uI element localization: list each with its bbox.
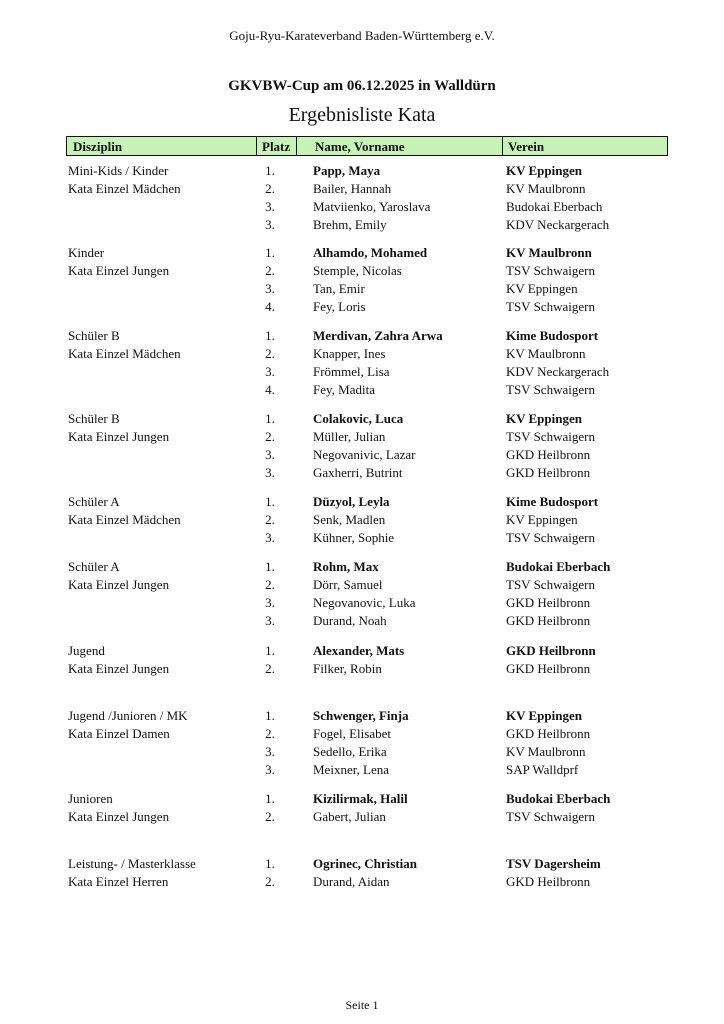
athlete-name: Gaxherri, Butrint <box>313 465 403 480</box>
placement: 1. <box>265 643 275 658</box>
club-name: GKD Heilbronn <box>506 661 591 676</box>
result-row <box>0 217 724 235</box>
athlete-name: Rohm, Max <box>313 559 379 574</box>
column-header-platz: Platz <box>262 139 291 154</box>
discipline-name: Kata Einzel Jungen <box>68 809 170 824</box>
result-row <box>0 595 724 613</box>
placement: 3. <box>265 595 275 610</box>
athlete-name: Gabert, Julian <box>313 809 386 824</box>
category-name: Schüler A <box>68 494 120 509</box>
table-header <box>66 136 668 156</box>
category-name: Schüler B <box>68 328 120 343</box>
athlete-name: Colakovic, Luca <box>313 411 404 426</box>
athlete-name: Fey, Loris <box>313 299 366 314</box>
placement: 2. <box>265 809 275 824</box>
athlete-name: Negovanivic, Lazar <box>313 447 416 462</box>
result-group <box>0 328 724 400</box>
athlete-name: Alexander, Mats <box>313 643 405 658</box>
result-group <box>0 791 724 827</box>
result-row <box>0 281 724 299</box>
category-name: Jugend /Junioren / MK <box>68 708 188 723</box>
category-name: Schüler B <box>68 411 120 426</box>
club-name: TSV Schwaigern <box>506 530 595 545</box>
category-name: Schüler A <box>68 559 120 574</box>
club-name: Kime Budosport <box>506 494 599 509</box>
result-row <box>0 559 724 577</box>
placement: 1. <box>265 791 275 806</box>
athlete-name: Müller, Julian <box>313 429 386 444</box>
category-name: Junioren <box>68 791 113 806</box>
club-name: KDV Neckargerach <box>506 364 610 379</box>
club-name: GKD Heilbronn <box>506 595 591 610</box>
placement: 3. <box>265 217 275 232</box>
club-name: GKD Heilbronn <box>506 465 591 480</box>
placement: 1. <box>265 411 275 426</box>
discipline-name: Kata Einzel Mädchen <box>68 512 181 527</box>
athlete-name: Kizilirmak, Halil <box>313 791 408 806</box>
placement: 1. <box>265 245 275 260</box>
column-divider <box>256 137 257 155</box>
result-row <box>0 245 724 263</box>
placement: 1. <box>265 856 275 871</box>
placement: 3. <box>265 465 275 480</box>
placement: 3. <box>265 530 275 545</box>
result-row <box>0 661 724 679</box>
result-row <box>0 411 724 429</box>
placement: 3. <box>265 364 275 379</box>
result-row <box>0 263 724 281</box>
result-row <box>0 163 724 181</box>
club-name: TSV Schwaigern <box>506 809 595 824</box>
discipline-name: Kata Einzel Mädchen <box>68 181 181 196</box>
result-row <box>0 874 724 892</box>
discipline-name: Kata Einzel Herren <box>68 874 169 889</box>
club-name: GKD Heilbronn <box>506 643 596 658</box>
category-name: Leistung- / Masterklasse <box>68 856 196 871</box>
club-name: KV Eppingen <box>506 708 582 723</box>
discipline-name: Kata Einzel Jungen <box>68 263 170 278</box>
athlete-name: Brehm, Emily <box>313 217 387 232</box>
result-group <box>0 856 724 892</box>
result-row <box>0 762 724 780</box>
column-header-disziplin: Disziplin <box>73 139 123 154</box>
club-name: KDV Neckargerach <box>506 217 610 232</box>
athlete-name: Senk, Madlen <box>313 512 386 527</box>
placement: 2. <box>265 874 275 889</box>
result-row <box>0 382 724 400</box>
result-row <box>0 494 724 512</box>
club-name: KV Maulbronn <box>506 245 592 260</box>
result-row <box>0 429 724 447</box>
placement: 3. <box>265 447 275 462</box>
result-row <box>0 708 724 726</box>
result-group <box>0 245 724 317</box>
placement: 3. <box>265 199 275 214</box>
club-name: GKD Heilbronn <box>506 874 591 889</box>
placement: 2. <box>265 346 275 361</box>
placement: 2. <box>265 429 275 444</box>
athlete-name: Bailer, Hannah <box>313 181 392 196</box>
result-row <box>0 364 724 382</box>
result-group <box>0 708 724 780</box>
result-row <box>0 613 724 631</box>
placement: 3. <box>265 762 275 777</box>
athlete-name: Düzyol, Leyla <box>313 494 390 509</box>
column-header-name: Name, Vorname <box>315 139 405 154</box>
result-row <box>0 577 724 595</box>
club-name: TSV Schwaigern <box>506 299 595 314</box>
page-number: Seite 1 <box>345 998 379 1012</box>
discipline-name: Kata Einzel Damen <box>68 726 170 741</box>
result-row <box>0 465 724 483</box>
athlete-name: Tan, Emir <box>313 281 365 296</box>
club-name: Budokai Eberbach <box>506 791 611 806</box>
result-row <box>0 791 724 809</box>
athlete-name: Filker, Robin <box>313 661 382 676</box>
club-name: Kime Budosport <box>506 328 599 343</box>
athlete-name: Merdivan, Zahra Arwa <box>313 328 443 343</box>
club-name: GKD Heilbronn <box>506 726 591 741</box>
list-title: Ergebnisliste Kata <box>288 104 436 126</box>
result-group <box>0 411 724 483</box>
placement: 2. <box>265 577 275 592</box>
column-divider <box>502 137 503 155</box>
result-row <box>0 328 724 346</box>
discipline-name: Kata Einzel Jungen <box>68 661 170 676</box>
discipline-name: Kata Einzel Jungen <box>68 577 170 592</box>
result-row <box>0 447 724 465</box>
result-row <box>0 744 724 762</box>
placement: 1. <box>265 163 275 178</box>
placement: 1. <box>265 559 275 574</box>
placement: 2. <box>265 661 275 676</box>
athlete-name: Papp, Maya <box>313 163 381 178</box>
club-name: KV Eppingen <box>506 411 582 426</box>
club-name: KV Eppingen <box>506 281 578 296</box>
result-row <box>0 346 724 364</box>
athlete-name: Matviienko, Yaroslava <box>313 199 431 214</box>
column-header-verein: Verein <box>508 139 545 154</box>
club-name: Budokai Eberbach <box>506 559 611 574</box>
placement: 4. <box>265 382 275 397</box>
athlete-name: Ogrinec, Christian <box>313 856 417 871</box>
club-name: TSV Schwaigern <box>506 577 595 592</box>
result-group <box>0 163 724 235</box>
club-name: KV Eppingen <box>506 163 582 178</box>
result-row <box>0 199 724 217</box>
result-group <box>0 559 724 631</box>
club-name: KV Maulbronn <box>506 744 586 759</box>
placement: 2. <box>265 181 275 196</box>
club-name: TSV Schwaigern <box>506 429 595 444</box>
athlete-name: Durand, Aidan <box>313 874 390 889</box>
athlete-name: Stemple, Nicolas <box>313 263 402 278</box>
result-row <box>0 181 724 199</box>
result-row <box>0 726 724 744</box>
athlete-name: Alhamdo, Mohamed <box>313 245 428 260</box>
result-row <box>0 530 724 548</box>
placement: 4. <box>265 299 275 314</box>
result-row <box>0 643 724 661</box>
club-name: SAP Walldprf <box>506 762 579 777</box>
club-name: Budokai Eberbach <box>506 199 603 214</box>
athlete-name: Frömmel, Lisa <box>313 364 390 379</box>
athlete-name: Negovanovic, Luka <box>313 595 416 610</box>
athlete-name: Sedello, Erika <box>313 744 387 759</box>
athlete-name: Kühner, Sophie <box>313 530 395 545</box>
discipline-name: Kata Einzel Mädchen <box>68 346 181 361</box>
athlete-name: Fey, Madita <box>313 382 375 397</box>
athlete-name: Meixner, Lena <box>313 762 390 777</box>
event-title: GKVBW-Cup am 06.12.2025 in Walldürn <box>228 78 496 94</box>
category-name: Mini-Kids / Kinder <box>68 163 169 178</box>
placement: 2. <box>265 263 275 278</box>
placement: 2. <box>265 512 275 527</box>
athlete-name: Dörr, Samuel <box>313 577 383 592</box>
club-name: GKD Heilbronn <box>506 447 591 462</box>
club-name: GKD Heilbronn <box>506 613 591 628</box>
placement: 3. <box>265 613 275 628</box>
club-name: KV Maulbronn <box>506 181 586 196</box>
discipline-name: Kata Einzel Jungen <box>68 429 170 444</box>
club-name: TSV Dagersheim <box>506 856 601 871</box>
athlete-name: Schwenger, Finja <box>313 708 409 723</box>
result-row <box>0 299 724 317</box>
placement: 3. <box>265 744 275 759</box>
category-name: Jugend <box>68 643 105 658</box>
result-group <box>0 494 724 548</box>
placement: 1. <box>265 708 275 723</box>
placement: 3. <box>265 281 275 296</box>
club-name: TSV Schwaigern <box>506 263 595 278</box>
result-row <box>0 856 724 874</box>
placement: 2. <box>265 726 275 741</box>
result-row <box>0 809 724 827</box>
placement: 1. <box>265 328 275 343</box>
athlete-name: Knapper, Ines <box>313 346 386 361</box>
club-name: KV Eppingen <box>506 512 578 527</box>
result-group <box>0 643 724 679</box>
organization-name: Goju-Ryu-Karateverband Baden-Württemberg e.V. <box>229 28 495 43</box>
club-name: KV Maulbronn <box>506 346 586 361</box>
athlete-name: Durand, Noah <box>313 613 387 628</box>
column-divider <box>296 137 297 155</box>
category-name: Kinder <box>68 245 105 260</box>
placement: 1. <box>265 494 275 509</box>
athlete-name: Fogel, Elisabet <box>313 726 391 741</box>
result-row <box>0 512 724 530</box>
club-name: TSV Schwaigern <box>506 382 595 397</box>
